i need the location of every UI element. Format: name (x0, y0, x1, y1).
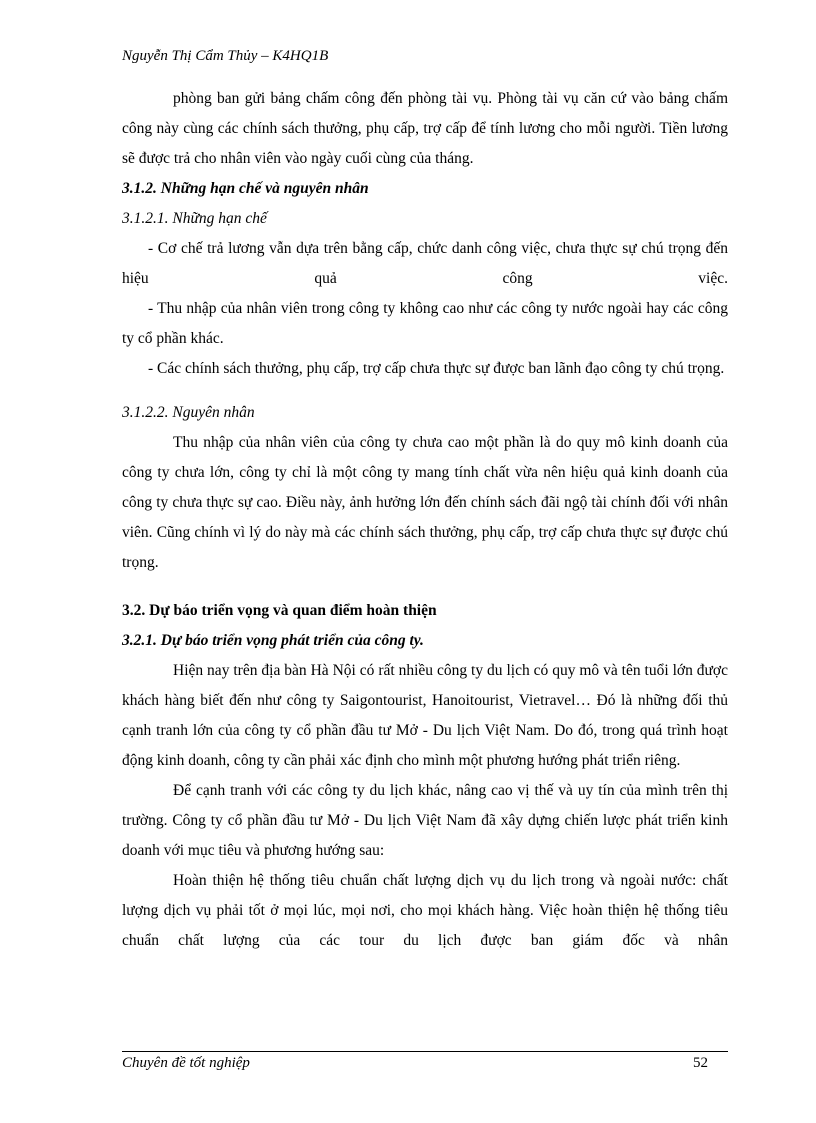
limitation-item-1: - Cơ chế trả lương vẫn dựa trên bằng cấp, chức danh công việc, chưa thực sự chú trọng đến hiệu quả công việc. (122, 240, 728, 287)
paragraph-strategy: Để cạnh tranh với các công ty du lịch khác, nâng cao vị thế và uy tín của mình trên thị trường. Công ty cổ phần đầu tư Mở - Du lịch Việt Nam đã xây dựng chiến lược phát triển kinh doanh với mục tiêu và phương hướng sau: (122, 782, 728, 859)
paragraph-causes: Thu nhập của nhân viên của công ty chưa cao một phần là do quy mô kinh doanh của công ty chưa lớn, công ty chỉ là một công ty mang tính chất vừa nên hiệu quả kinh doanh của công ty chưa thực sự cao. Điều này, ảnh hưởng lớn đến chính sách đãi ngộ tài chính đối với nhân viên. Cũng chính vì lý do này mà các chính sách thưởng, phụ cấp, trợ cấp chưa thực sự được chú trọng. (122, 434, 728, 571)
heading-3-2: 3.2. Dự báo triển vọng và quan điểm hoàn thiện (122, 602, 437, 619)
heading-3-2-1: 3.2.1. Dự báo triển vọng phát triển của công ty. (122, 632, 424, 649)
paragraph-payroll: phòng ban gửi bảng chấm công đến phòng tài vụ. Phòng tài vụ căn cứ vào bảng chấm công này cùng các chính sách thưởng, phụ cấp, trợ cấp để tính lương cho mỗi người. Tiền lương sẽ được trả cho nhân viên vào ngày cuối cùng của tháng. (122, 90, 728, 167)
heading-3-1-2: 3.1.2. Những hạn chế và nguyên nhân (122, 180, 369, 197)
heading-3-1-2-2: 3.1.2.2. Nguyên nhân (122, 404, 255, 421)
page-body (122, 84, 728, 956)
paragraph-competitors: Hiện nay trên địa bàn Hà Nội có rất nhiều công ty du lịch có quy mô và tên tuổi lớn được khách hàng biết đến như công ty Saigontourist, Hanoitourist, Vietravel… Đó là những đối thủ cạnh tranh lớn của công ty cổ phần đầu tư Mở - Du lịch Việt Nam. Do đó, trong quá trình hoạt động kinh doanh, công ty cần phải xác định cho mình một phương hướng phát triển riêng. (122, 662, 728, 769)
heading-3-1-2-1: 3.1.2.1. Những hạn chế (122, 210, 267, 227)
limitation-item-2: - Thu nhập của nhân viên trong công ty không cao như các công ty nước ngoài hay các công ty cổ phần khác. (122, 300, 728, 347)
running-header: Nguyễn Thị Cẩm Thủy – K4HQ1B (122, 48, 329, 64)
limitation-item-3: - Các chính sách thưởng, phụ cấp, trợ cấp chưa thực sự được ban lãnh đạo công ty chú trọng. (148, 360, 725, 377)
spacer (122, 578, 728, 596)
footer-rule (122, 1051, 728, 1052)
paragraph-quality: Hoàn thiện hệ thống tiêu chuẩn chất lượng dịch vụ du lịch trong và ngoài nước: chất lượng dịch vụ phải tốt ở mọi lúc, mọi nơi, cho mọi khách hàng. Việc hoàn thiện hệ thống tiêu chuẩn chất lượng của các tour du lịch được ban giám đốc và nhân (122, 872, 728, 949)
footer-title: Chuyên đề tốt nghiệp (122, 1055, 250, 1071)
page-number: 52 (693, 1055, 708, 1071)
spacer (122, 384, 728, 398)
